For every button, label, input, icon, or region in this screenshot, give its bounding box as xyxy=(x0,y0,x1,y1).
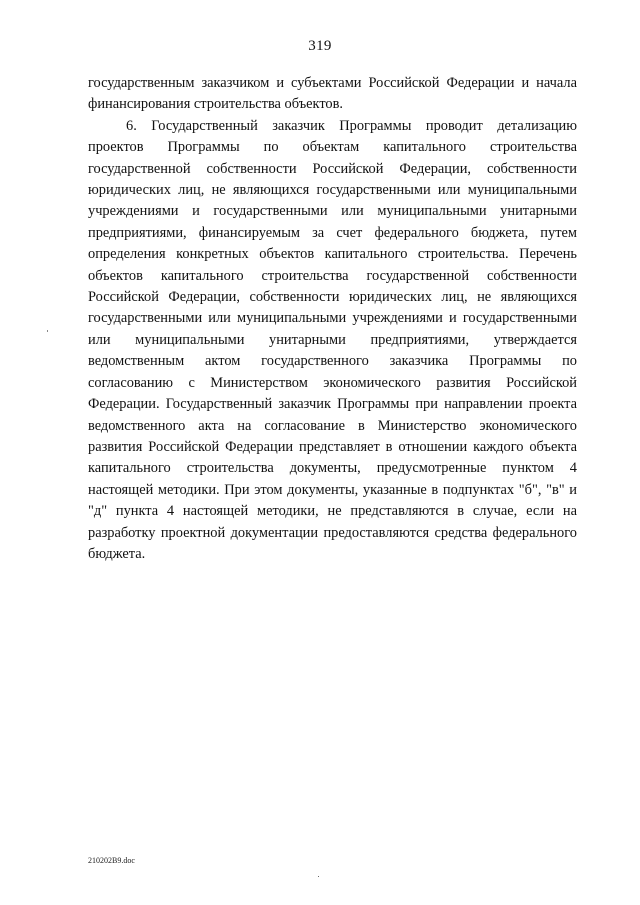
footer-file-code: 210202В9.doc xyxy=(88,856,135,865)
document-body xyxy=(88,73,577,565)
page-number: 319 xyxy=(308,38,332,54)
paragraph-item-6: 6. Государственный заказчик Программы проводит детализацию проектов Программы по объектам капитального строительства государственной собственности Российской Федерации, собственности юридических лиц, не являющихся государственными или муниципальными учреждениями и государственными или муниципальными унитарными предприятиями, финансируемым за счет федерального бюджета, путем определения конкретных объектов капитального строительства. Перечень объектов капитального строительства государственной собственности Российской Федерации, собственности юридических лиц, не являющихся государственными или муниципальными учреждениями и государственными или муниципальными унитарными предприятиями, утверждается ведомственным актом государственного заказчика Программы по согласованию с Министерством экономического развития Российской Федерации. Государственный заказчик Программы при направлении проекта ведомственного акта на согласование в Министерство экономического развития Российской Федерации представляет в отношении каждого объекта капитального строительства документы, предусмотренные пунктом 4 настоящей методики. При этом документы, указанные в подпунктах "б", "в" и "д" пункта 4 настоящей методики, не представляются в случае, если на разработку проектной документации предоставляются средства федерального бюджета. xyxy=(88,117,577,562)
margin-mark xyxy=(47,330,48,332)
paragraph-continuation: государственным заказчиком и субъектами Российской Федерации и начала финансирования строительства объектов. xyxy=(88,75,577,113)
scan-dot xyxy=(318,876,319,877)
